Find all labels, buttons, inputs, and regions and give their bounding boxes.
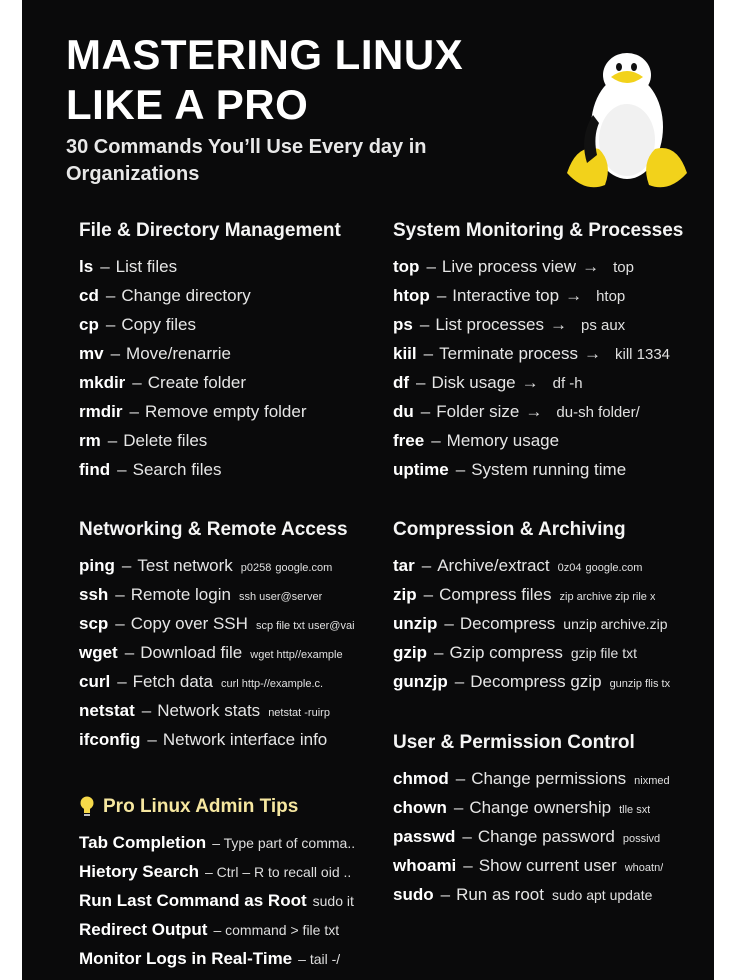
command-example: gzip file txt	[570, 645, 637, 661]
command-row	[79, 373, 379, 402]
section-heading: Pro Linux Admin Tips	[103, 796, 299, 817]
command-row	[79, 431, 379, 460]
tip-row	[79, 920, 379, 949]
command-row	[393, 614, 703, 643]
command-name: rm	[79, 431, 101, 450]
command-name: ls	[79, 257, 94, 276]
command-example: nixmed	[634, 775, 670, 787]
command-description: Copy files	[121, 315, 196, 334]
tip-row	[79, 891, 379, 920]
command-description: Change ownership	[469, 798, 612, 817]
command-row	[393, 460, 703, 489]
separator-dash: –	[107, 431, 118, 450]
command-name: sudo	[393, 885, 434, 904]
command-name: df	[393, 373, 410, 392]
section-heading: Compression & Archiving	[393, 519, 626, 540]
tip-title: Monitor Logs in Real-Time	[79, 949, 293, 968]
command-description: Network stats	[157, 701, 261, 720]
command-example: zip archive zip rile x	[559, 591, 656, 603]
command-row	[393, 769, 703, 798]
command-description: Show current user	[478, 856, 617, 875]
command-description: Disk usage	[431, 373, 516, 392]
arrow-icon: →	[583, 344, 601, 363]
command-row	[393, 556, 703, 585]
separator-dash: –	[453, 798, 464, 817]
command-description: Remove empty folder	[144, 402, 307, 421]
command-name: gzip	[393, 643, 427, 662]
separator-dash: –	[147, 730, 157, 749]
separator-dash: –	[129, 402, 139, 421]
command-row	[79, 643, 379, 672]
command-row	[393, 672, 703, 701]
command-row	[393, 885, 703, 914]
command-row	[79, 730, 379, 759]
command-description: Live process view	[441, 257, 577, 276]
command-description: Create folder	[147, 373, 247, 392]
command-name: tar	[393, 556, 415, 575]
command-name: kiil	[393, 344, 417, 363]
command-description: Gzip compress	[449, 643, 563, 662]
command-name: ps	[393, 315, 413, 334]
section-heading: File & Directory Management	[79, 220, 341, 241]
section-file-directory	[79, 219, 379, 489]
section-heading: Networking & Remote Access	[79, 519, 348, 540]
separator-dash: –	[440, 885, 451, 904]
separator-dash: –	[141, 701, 152, 720]
command-example: unzip archive.zip	[563, 616, 668, 632]
command-row	[79, 672, 379, 701]
separator-dash: –	[419, 315, 430, 334]
command-description: Copy over SSH	[130, 614, 248, 633]
section-heading: System Monitoring & Processes	[393, 220, 684, 241]
command-example: netstat -ruirp	[268, 707, 330, 719]
command-description: Change permissions	[471, 769, 627, 788]
command-row	[79, 286, 379, 315]
separator-dash: –	[416, 373, 426, 392]
command-name: find	[79, 460, 111, 479]
separator-dash: –	[121, 556, 132, 575]
command-name: curl	[79, 672, 111, 691]
tip-description: sudo it	[312, 893, 354, 909]
command-description: Compress files	[439, 585, 552, 604]
command-description: Interactive top	[452, 286, 560, 305]
section-user-permission	[393, 731, 703, 914]
command-row	[393, 402, 703, 431]
command-list	[393, 556, 703, 701]
command-example: google.com	[585, 562, 643, 574]
command-description: List files	[115, 257, 178, 276]
tips-heading-row	[79, 795, 379, 819]
section-compression	[393, 518, 703, 701]
command-list	[393, 769, 703, 914]
separator-dash: –	[436, 286, 447, 305]
command-name: ping	[79, 556, 115, 575]
tip-description: – command > file txt	[213, 922, 340, 938]
separator-dash: –	[100, 257, 110, 276]
command-name: chown	[393, 798, 447, 817]
command-example: sudo apt update	[551, 887, 653, 903]
command-description: Memory usage	[446, 431, 560, 450]
command-row	[79, 701, 379, 730]
separator-dash: –	[132, 373, 142, 392]
command-description: System running time	[471, 460, 627, 479]
title-line-2: LIKE A PRO	[66, 81, 309, 128]
command-row	[393, 286, 703, 315]
command-description: Decompress	[459, 614, 556, 633]
tip-title: Hietory Search	[79, 862, 199, 881]
command-description: Archive/extract	[437, 556, 550, 575]
tux-penguin-icon	[557, 45, 697, 195]
tip-description: – tail -/	[298, 951, 341, 967]
command-description: Change directory	[121, 286, 251, 305]
separator-dash: –	[110, 344, 121, 363]
separator-dash: –	[421, 556, 432, 575]
command-example: kill 1334	[614, 346, 671, 363]
separator-dash: –	[455, 769, 466, 788]
command-example: df -h	[552, 375, 583, 392]
command-row	[79, 257, 379, 286]
command-row	[79, 315, 379, 344]
command-description: Delete files	[123, 431, 208, 450]
command-row	[393, 585, 703, 614]
command-example: possivd	[622, 833, 661, 845]
command-name: chmod	[393, 769, 449, 788]
tip-title: Tab Completion	[79, 833, 207, 852]
arrow-icon: →	[549, 315, 567, 334]
poster	[22, 0, 714, 980]
command-example: ps aux	[580, 317, 626, 334]
command-list	[79, 257, 379, 489]
command-row	[393, 827, 703, 856]
separator-dash: –	[444, 614, 454, 633]
arrow-icon: →	[525, 402, 543, 421]
command-name: scp	[79, 614, 109, 633]
example-prefix: 0z04	[557, 562, 582, 574]
command-example: google.com	[275, 562, 333, 574]
separator-dash: –	[105, 286, 116, 305]
separator-dash: –	[105, 315, 116, 334]
command-name: htop	[393, 286, 430, 305]
command-example: htop	[596, 288, 626, 305]
arrow-icon: →	[582, 257, 600, 276]
command-description: Folder size	[436, 402, 520, 421]
separator-dash: –	[124, 643, 135, 662]
command-description: Terminate process	[439, 344, 578, 363]
separator-dash: –	[117, 672, 127, 691]
command-row	[79, 402, 379, 431]
section-networking	[79, 518, 379, 759]
separator-dash: –	[454, 672, 465, 691]
command-example: tlle sxt	[619, 804, 651, 816]
command-list	[393, 257, 703, 489]
command-example: whoatn/	[624, 862, 664, 874]
command-example: scp file txt user@vai	[255, 620, 355, 632]
command-row	[393, 431, 703, 460]
command-example: curl http-//example.c.	[220, 678, 324, 690]
arrow-icon: →	[521, 373, 539, 392]
separator-dash: –	[462, 827, 472, 846]
command-row	[393, 344, 703, 373]
title-line-1: MASTERING LINUX	[66, 31, 464, 78]
command-name: cp	[79, 315, 99, 334]
command-row	[79, 614, 379, 643]
command-name: ssh	[79, 585, 109, 604]
separator-dash: –	[463, 856, 473, 875]
tip-title: Run Last Command as Root	[79, 891, 307, 910]
tip-description: – Type part of comma..	[212, 835, 356, 851]
command-description: Run as root	[456, 885, 544, 904]
command-description: Decompress gzip	[470, 672, 602, 691]
tip-row	[79, 833, 379, 862]
command-description: Search files	[132, 460, 222, 479]
command-list	[79, 556, 379, 759]
command-row	[79, 556, 379, 585]
command-row	[393, 257, 703, 286]
command-name: top	[393, 257, 420, 276]
section-admin-tips	[79, 795, 379, 978]
command-name: cd	[79, 286, 99, 305]
command-name: zip	[393, 585, 417, 604]
command-description: Download file	[140, 643, 243, 662]
separator-dash: –	[434, 643, 444, 662]
separator-dash: –	[420, 402, 431, 421]
command-row	[79, 344, 379, 373]
separator-dash: –	[426, 257, 436, 276]
command-description: Fetch data	[132, 672, 213, 691]
separator-dash: –	[423, 344, 434, 363]
command-description: List processes	[435, 315, 544, 334]
command-row	[79, 585, 379, 614]
command-name: unzip	[393, 614, 438, 633]
command-name: uptime	[393, 460, 449, 479]
command-example: gunzip flis tx	[609, 678, 671, 690]
poster-title	[66, 30, 463, 130]
lightbulb-icon	[79, 796, 95, 818]
tip-row	[79, 949, 379, 978]
separator-dash: –	[423, 585, 434, 604]
command-example: ssh user@server	[238, 591, 323, 603]
command-name: whoami	[393, 856, 457, 875]
separator-dash: –	[115, 614, 125, 633]
command-name: mkdir	[79, 373, 126, 392]
command-name: ifconfig	[79, 730, 141, 749]
command-description: Change password	[477, 827, 615, 846]
command-description: Network interface info	[162, 730, 328, 749]
command-name: netstat	[79, 701, 135, 720]
command-row	[79, 460, 379, 489]
separator-dash: –	[115, 585, 125, 604]
separator-dash: –	[431, 431, 441, 450]
tip-row	[79, 862, 379, 891]
command-name: free	[393, 431, 425, 450]
command-example: wget http//example	[250, 649, 343, 661]
tip-description: – Ctrl – R to recall oid ..	[205, 864, 352, 880]
command-row	[393, 643, 703, 672]
command-description: Move/renarrie	[126, 344, 231, 363]
command-description: Remote login	[130, 585, 231, 604]
arrow-icon: →	[565, 286, 583, 305]
tips-list	[79, 833, 379, 978]
command-name: rmdir	[79, 402, 123, 421]
tip-title: Redirect Output	[79, 920, 208, 939]
command-example: du-sh folder/	[556, 404, 640, 421]
section-system-monitoring	[393, 219, 703, 489]
command-row	[393, 798, 703, 827]
example-prefix: p0258	[240, 562, 272, 574]
command-row	[393, 315, 703, 344]
poster-subtitle: 30 Commands You’ll Use Every day in Organizations	[66, 136, 427, 185]
command-name: passwd	[393, 827, 456, 846]
command-name: mv	[79, 344, 104, 363]
command-name: wget	[79, 643, 118, 662]
command-name: gunzjp	[393, 672, 448, 691]
separator-dash: –	[455, 460, 466, 479]
separator-dash: –	[117, 460, 127, 479]
command-row	[393, 373, 703, 402]
section-heading: User & Permission Control	[393, 732, 635, 753]
command-row	[393, 856, 703, 885]
command-description: Test network	[137, 556, 233, 575]
command-example: top	[613, 259, 634, 276]
command-name: du	[393, 402, 414, 421]
